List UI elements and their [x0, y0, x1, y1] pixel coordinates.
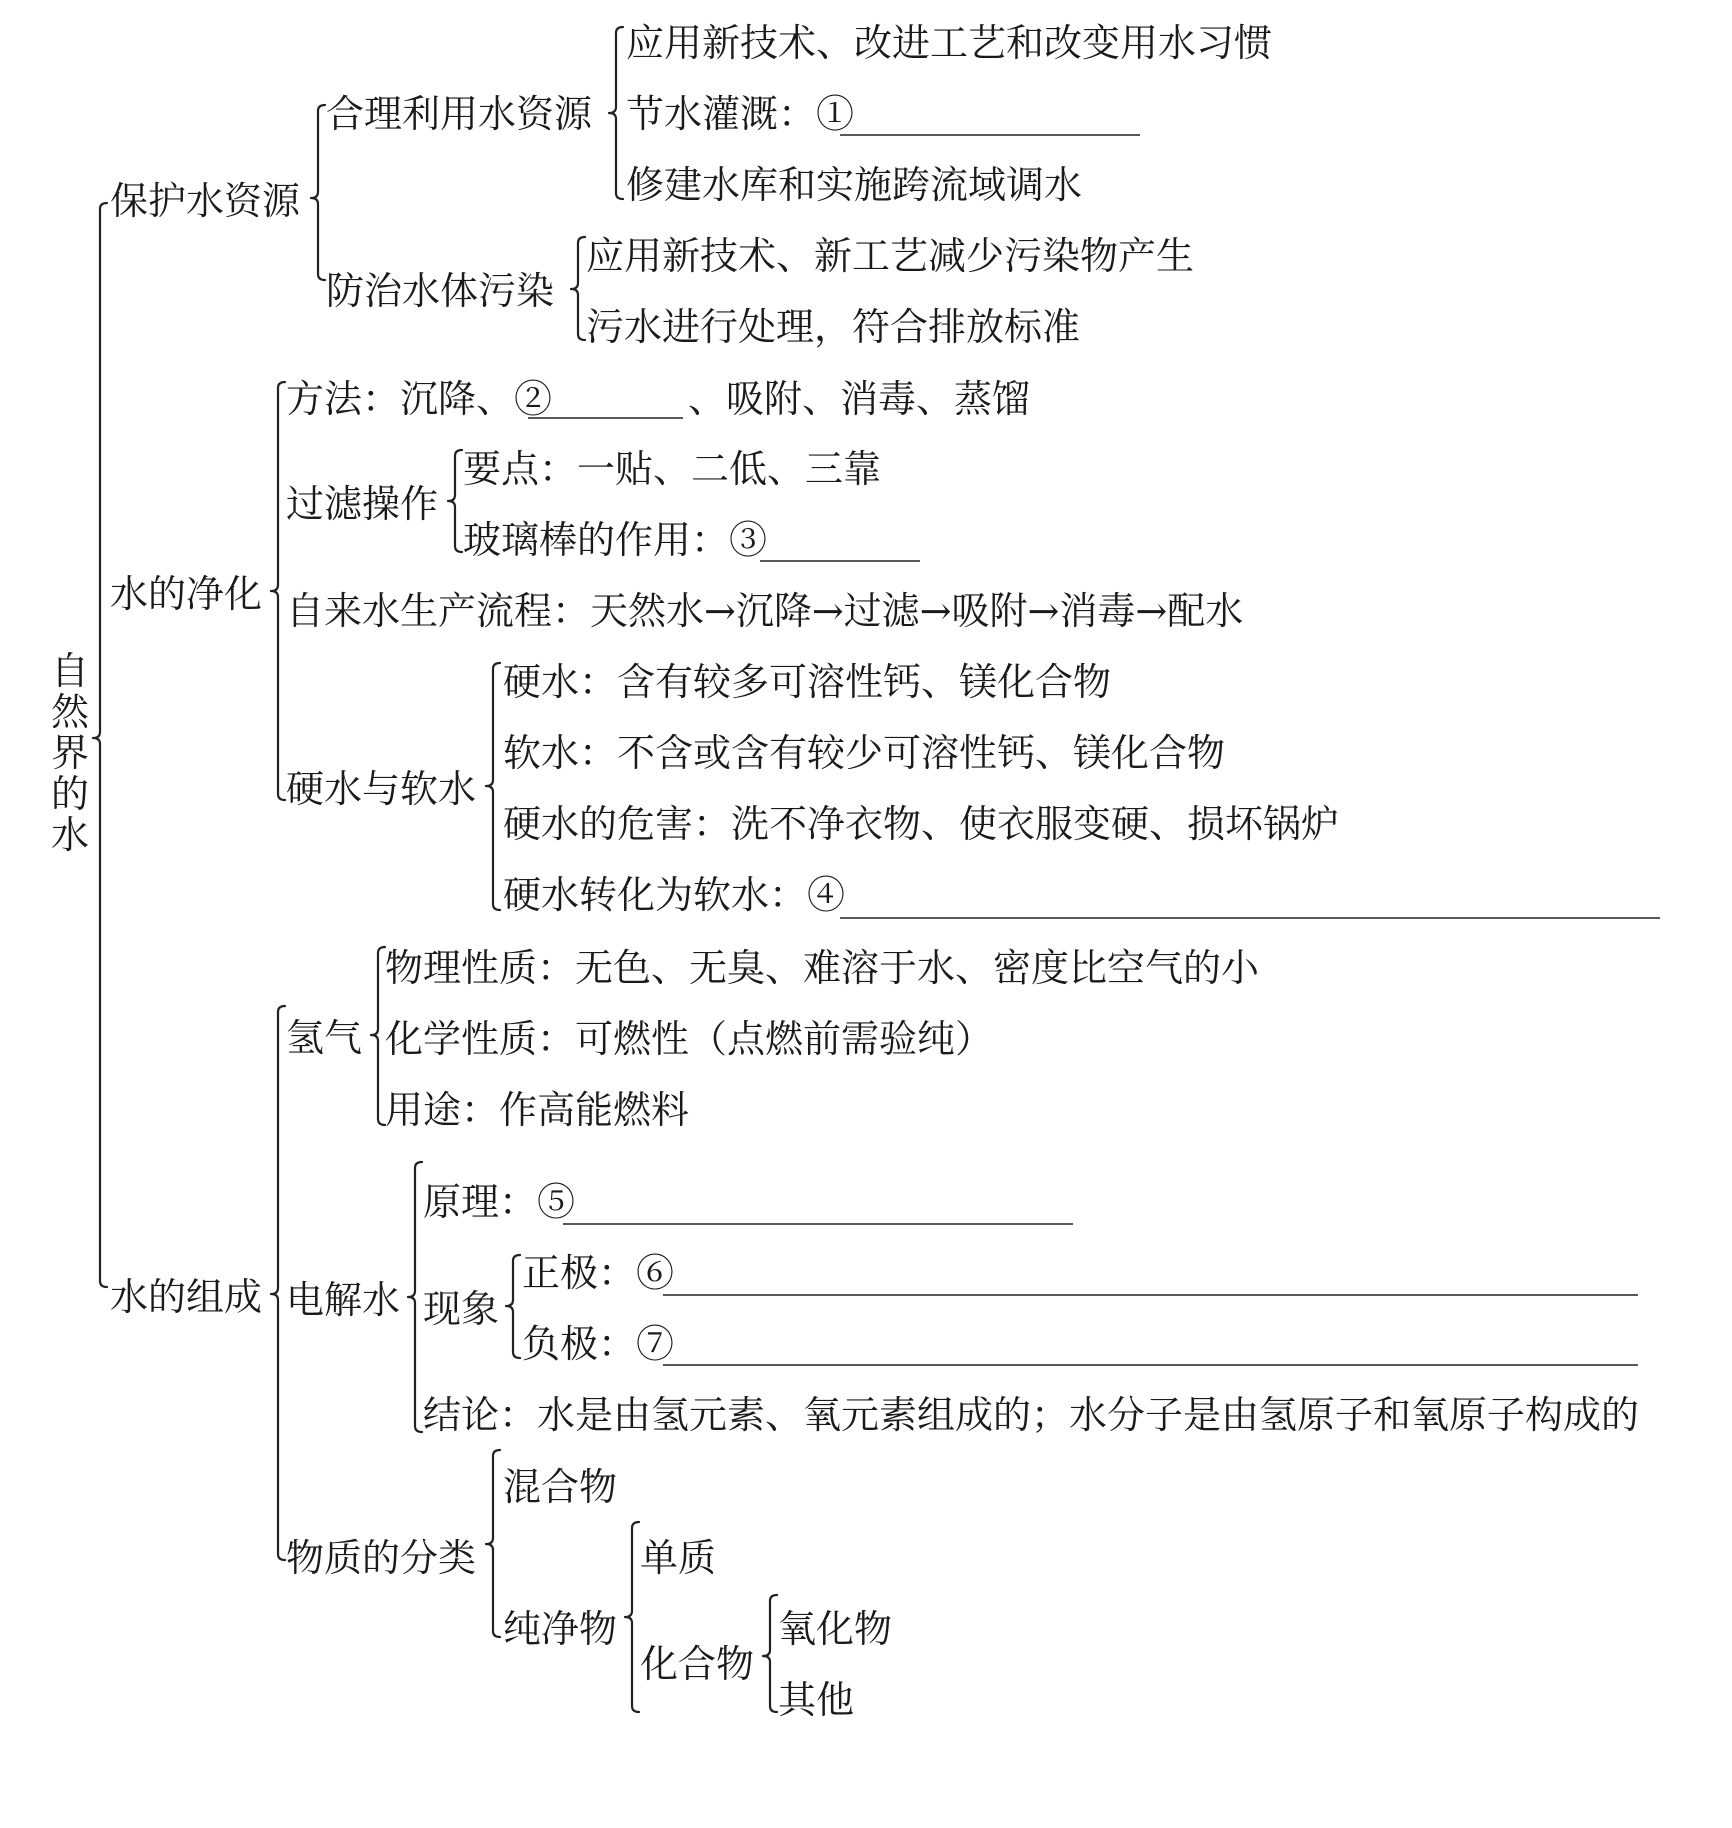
- filter-label: 过滤操作: [286, 482, 439, 526]
- brace-phenomenon: [506, 1255, 520, 1358]
- classification-label: 物质的分类: [286, 1536, 477, 1580]
- brace-compound: [763, 1595, 777, 1712]
- hydrogen-item-3: 用途：作高能燃料: [385, 1088, 690, 1132]
- phenomenon-negative: 负极：⑦: [522, 1322, 675, 1366]
- method-prefix: 方法：沉降、②: [286, 377, 553, 421]
- electrolysis-label: 电解水: [286, 1278, 401, 1322]
- brace-composition: [271, 1006, 285, 1560]
- phenomenon-label: 现象: [423, 1287, 500, 1331]
- rational-item-1: 应用新技术、改进工艺和改变用水习惯: [626, 21, 1273, 65]
- brace-electrolysis: [408, 1162, 422, 1432]
- element-label: 单质: [640, 1536, 717, 1580]
- rational-item-2: 节水灌溉：①: [626, 92, 855, 136]
- brace-pure: [625, 1522, 639, 1712]
- filter-item-1: 要点：一贴、二低、三靠: [463, 447, 882, 491]
- brace-rational: [609, 27, 623, 199]
- hydrogen-item-2: 化学性质：可燃性（点燃前需验纯）: [385, 1017, 994, 1061]
- hardsoft-item-1: 硬水：含有较多可溶性钙、镁化合物: [503, 660, 1112, 704]
- tapwater-process: 自来水生产流程：天然水→沉降→过滤→吸附→消毒→配水: [286, 589, 1244, 633]
- oxide-label: 氧化物: [778, 1607, 893, 1651]
- filter-item-2: 玻璃棒的作用：③: [463, 518, 768, 562]
- branch-composition-label: 水的组成: [110, 1275, 263, 1319]
- hardsoft-item-3: 硬水的危害：洗不净衣物、使衣服变硬、损坏锅炉: [503, 802, 1340, 846]
- rational-label: 合理利用水资源: [326, 92, 593, 136]
- pollution-label: 防治水体污染: [326, 269, 555, 313]
- hardsoft-item-2: 软水：不含或含有较少可溶性钙、镁化合物: [503, 731, 1226, 775]
- phenomenon-positive: 正极：⑥: [522, 1251, 675, 1295]
- hydrogen-item-1: 物理性质：无色、无臭、难溶于水、密度比空气的小: [385, 946, 1260, 990]
- brace-hardsoft: [486, 663, 500, 910]
- pure-label: 纯净物: [503, 1607, 618, 1651]
- brace-pollution: [571, 237, 585, 340]
- other-label: 其他: [778, 1678, 855, 1722]
- hardsoft-item-4: 硬水转化为软水：④: [503, 873, 846, 917]
- method-suffix: 、吸附、消毒、蒸馏: [688, 377, 1031, 421]
- brace-filter: [448, 450, 462, 552]
- branch-purify-label: 水的净化: [110, 572, 263, 616]
- mixture-label: 混合物: [503, 1465, 618, 1509]
- hardsoft-label: 硬水与软水: [286, 767, 477, 811]
- rational-item-3: 修建水库和实施跨流域调水: [626, 163, 1083, 207]
- brace-hydrogen: [371, 947, 385, 1125]
- electrolysis-principle: 原理：⑤: [423, 1180, 576, 1224]
- branch-protect-label: 保护水资源: [110, 179, 301, 223]
- brace-protect: [311, 105, 325, 280]
- hydrogen-label: 氢气: [286, 1016, 363, 1060]
- brace-purify: [271, 382, 285, 800]
- pollution-item-2: 污水进行处理，符合排放标准: [586, 305, 1081, 349]
- root-label: 自然界的水: [50, 649, 89, 857]
- brace-classification: [486, 1450, 500, 1637]
- brace-root: [93, 203, 107, 1287]
- electrolysis-conclusion: 结论：水是由氢元素、氧元素组成的；水分子是由氢原子和氧原子构成的: [423, 1393, 1640, 1437]
- compound-label: 化合物: [640, 1642, 755, 1686]
- pollution-item-1: 应用新技术、新工艺减少污染物产生: [586, 234, 1195, 278]
